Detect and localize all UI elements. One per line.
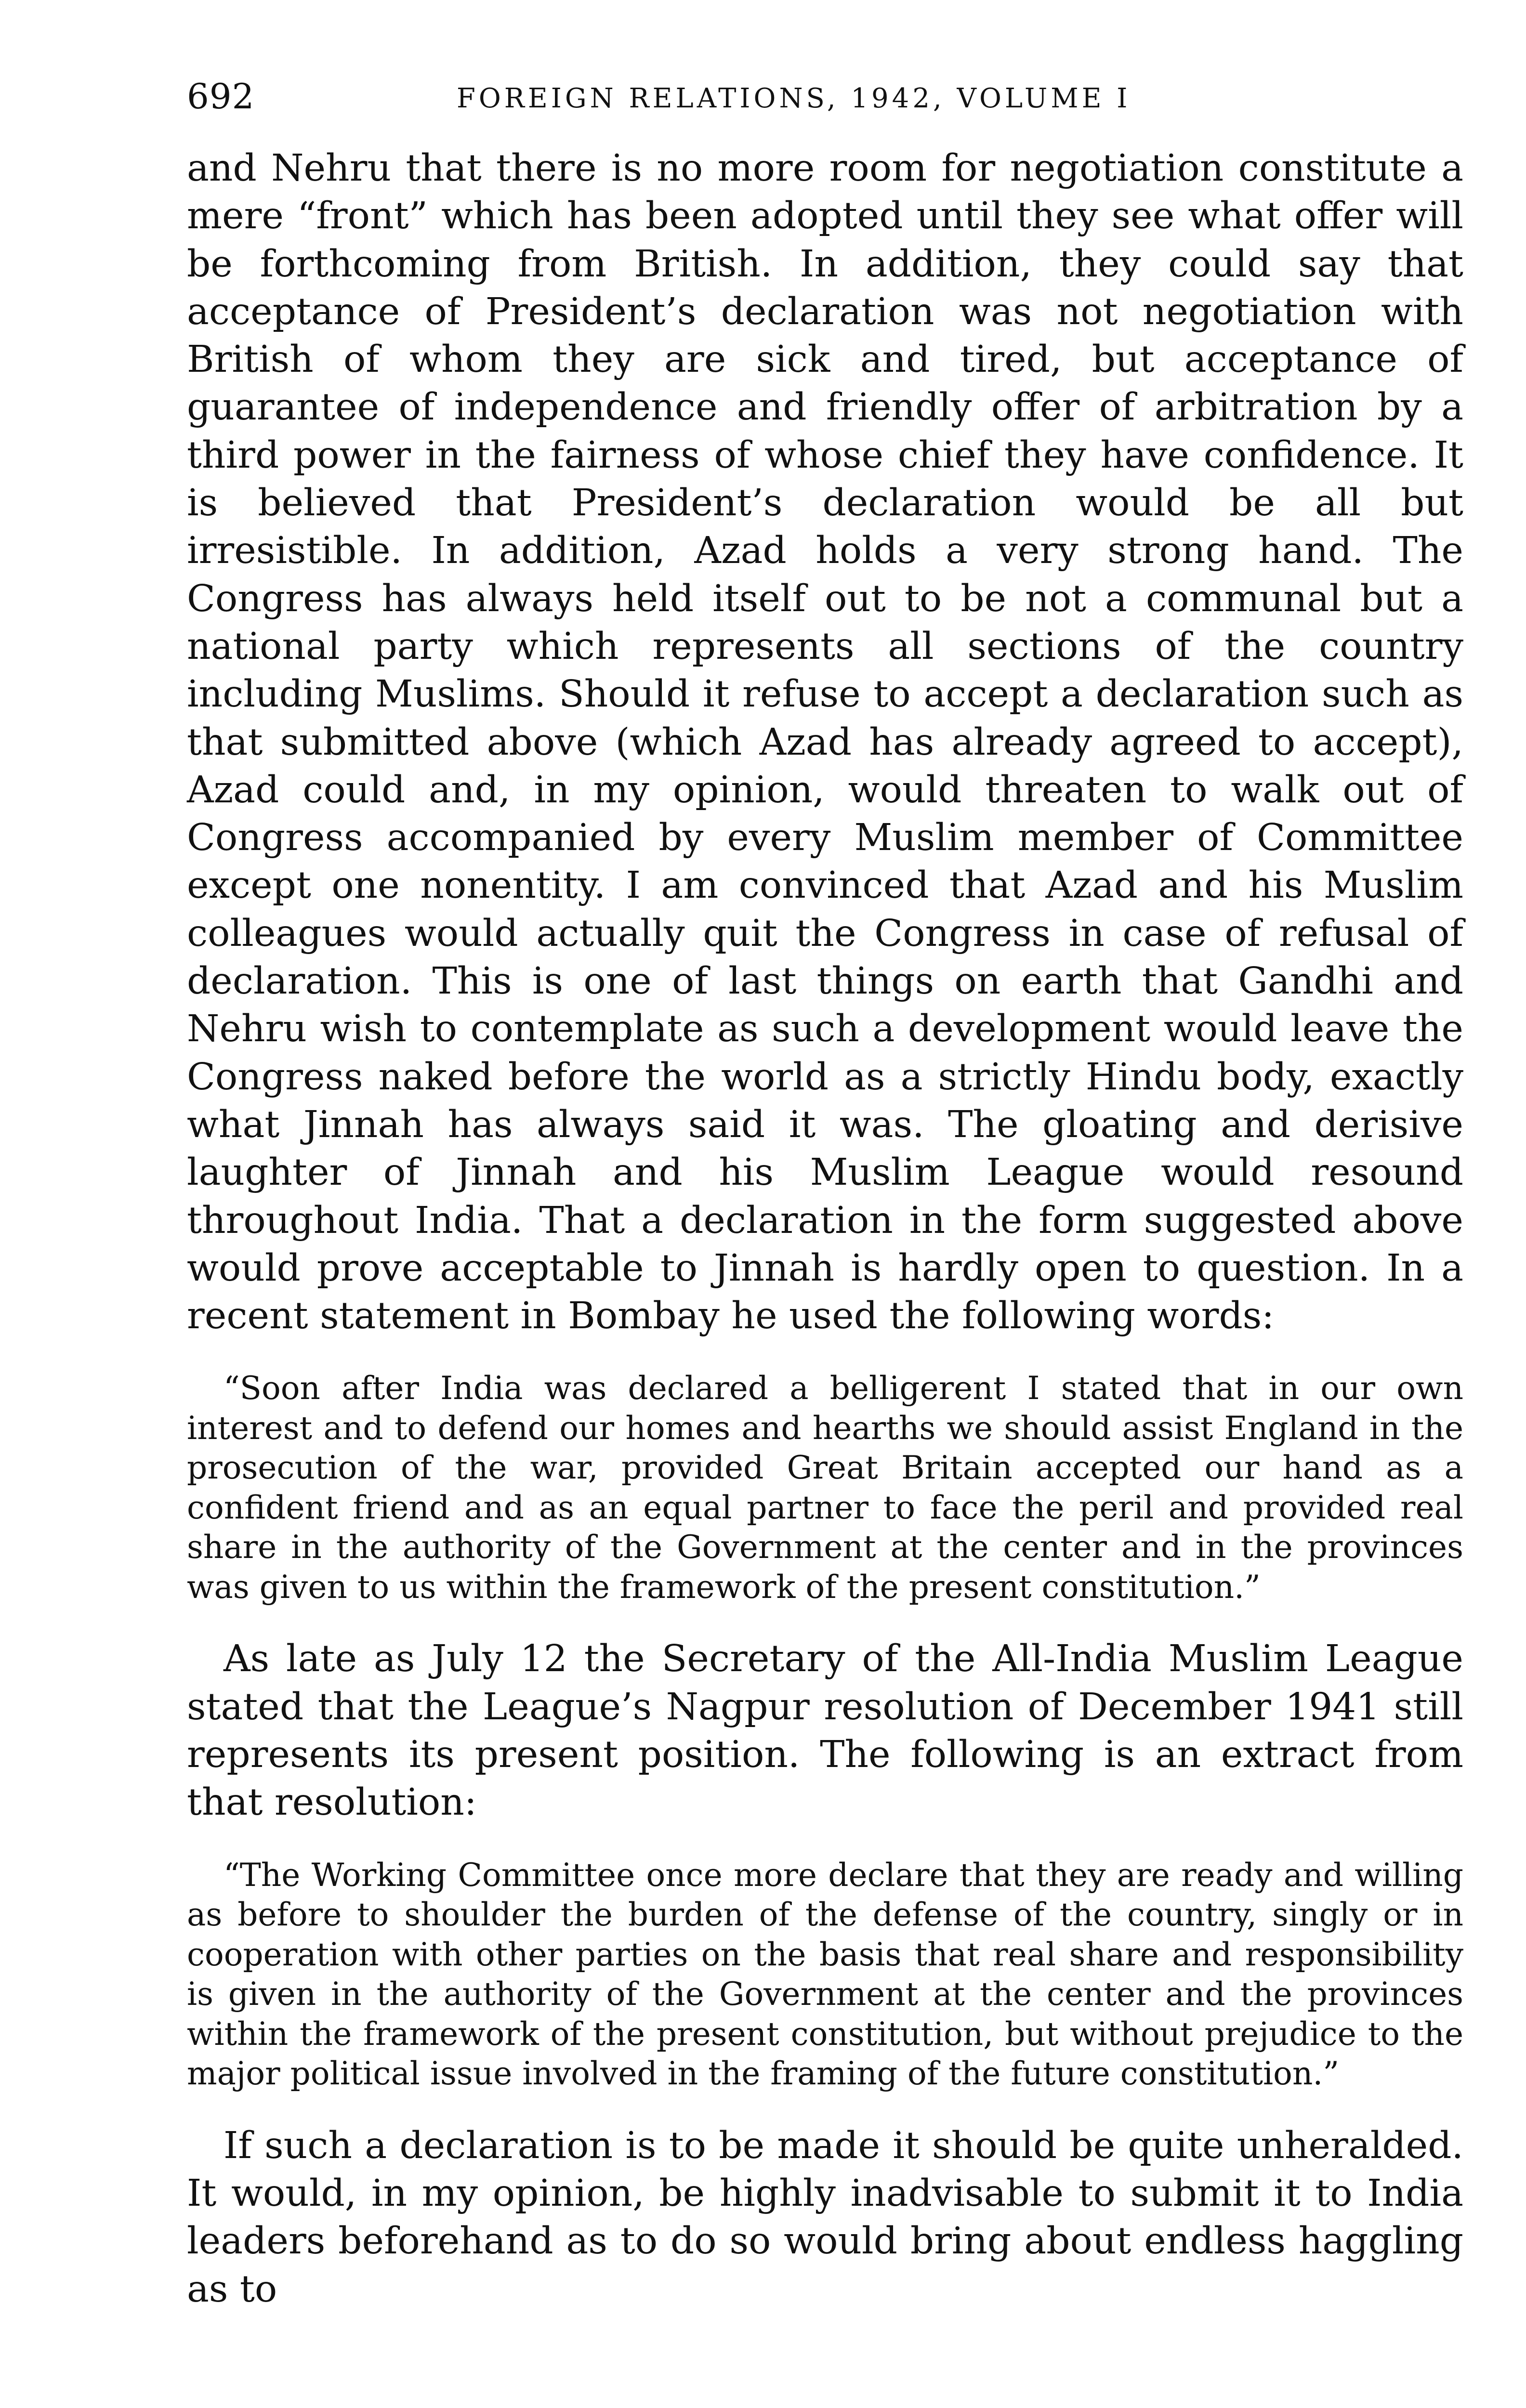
page-header [187,72,1463,125]
paragraph-1: and Nehru that there is no more room for negotiation constitute a mere “front” which has been adopted until they see what offer will be forthcoming from British. In addition, they could say that acceptance of President’s declaration was not negotiation with British of whom they are sick and tired, but acceptance of guarantee of independence and friendly offer of arbitration by a third power in the fairness of whose chief they have confidence. It is believed that President’s declaration would be all but irresistible. In addition, Azad holds a very strong hand. The Congress has always held itself out to be not a communal but a national party which represents all sections of the country including Muslims. Should it refuse to accept a declaration such as that submitted above (which Azad has already agreed to accept), Azad could and, in my opinion, would threaten to walk out of Congress accompanied by every Muslim member of Committee except one nonentity. I am convinced that Azad and his Muslim colleagues would actually quit the Congress in case of refusal of declaration. This is one of last things on earth that Gandhi and Nehru wish to contemplate as such a development would leave the Congress naked before the world as a strictly Hindu body, exactly what Jinnah has always said it was. The gloating and derisive laughter of Jinnah and his Muslim League would resound throughout India. That a declaration in the form suggested above would prove acceptable to Jinnah is hardly open to question. In a recent statement in Bombay he used the following words: [187,147,1463,1338]
quotation-league-resolution: “The Working Committee once more declare that they are ready and willing as before to shoulder the burden of the defense of the country, singly or in cooperation with other parties on the basis that real share and responsibility is given in the authority of the Government at the center and the provinces within the framework of the present constitution, but without prejudice to the major political issue involved in the framing of the future constitution.” [187,1856,1463,2093]
body-text [187,144,1463,2313]
page-number: 692 [187,76,255,117]
quotation-jinnah-statement: “Soon after India was declared a belligerent I stated that in our own interest and to defend our homes and hearths we should assist England in the prosecution of the war, provided Great Britain accepted our hand as a confident friend and as an equal partner to face the peril and provided real share in the authority of the Government at the center and in the provinces was given to us within the framework of the present constitution.” [187,1370,1463,1606]
running-head: FOREIGN RELATIONS, 1942, VOLUME I [457,83,1131,114]
paragraph-3: If such a declaration is to be made it should be quite unheralded. It would, in my opinion, be highly inadvisable to submit it to India leaders beforehand as to do so would bring about endless haggling as to [187,2124,1463,2311]
paragraph-2: As late as July 12 the Secretary of the All-India Muslim League stated that the League’s Nagpur resolution of December 1941 still represents its present position. The following is an extract from that resolution: [187,1637,1463,1824]
